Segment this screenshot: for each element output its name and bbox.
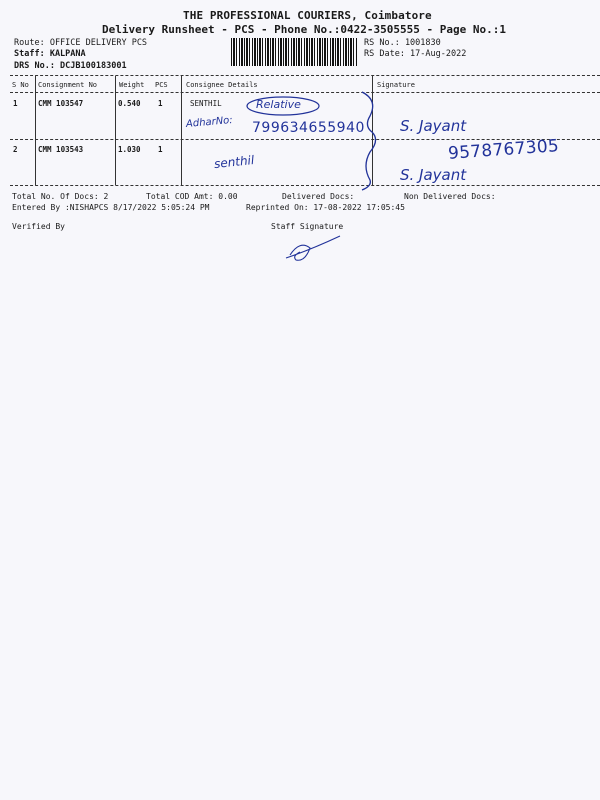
staff-text: Staff: KALPANA [14,49,86,59]
handwritten-signature: S. Jayant [400,166,467,184]
col-header-sno: S No [12,81,29,89]
staff-signature-stroke [286,236,340,260]
col-header-consignment: Consignment No [38,81,98,89]
col-divider [372,76,373,185]
rs-number: RS No.: 1001830 [364,38,441,48]
route-text: Route: OFFICE DELIVERY PCS [14,38,148,48]
entered-by: Entered By :NISHAPCS 8/17/2022 5:05:24 PM [12,203,210,212]
non-delivered-docs: Non Delivered Docs: [404,192,496,201]
handwritten-aadhar-label: AdharNo: [185,114,234,131]
handwritten-relative: Relative [256,98,301,111]
row-weight: 0.540 [118,99,141,108]
runsheet-subtitle: Delivery Runsheet - PCS - Phone No.:0422-3505555 - Page No.:1 [102,23,506,36]
total-cod-amount: Total COD Amt: 0.00 [146,192,238,201]
handwritten-signature: S. Jayant [400,117,467,135]
staff-signature-label: Staff Signature [271,222,344,231]
col-divider [181,76,182,185]
row-sno: 2 [13,145,18,154]
row-pcs: 1 [158,145,163,154]
table-bottom-rule [10,185,600,186]
handwritten-aadhar-number: 799634655940 [252,120,365,136]
col-header-pcs: PCS [155,81,168,89]
rs-date: RS Date: 17-Aug-2022 [364,49,467,59]
col-header-weight: Weight [119,81,145,89]
bracket-stroke [362,92,376,190]
header-rule [10,92,600,93]
col-header-signature: Signature [377,81,415,89]
row-pcs: 1 [158,99,163,108]
handwritten-name: senthil [213,152,255,172]
reprinted-on: Reprinted On: 17-08-2022 17:05:45 [246,203,405,212]
drs-number: DRS No.: DCJB100183001 [14,61,127,71]
row-consignment: CMM 103543 [38,145,84,154]
row-weight: 1.030 [118,145,141,154]
col-divider [115,76,116,185]
col-divider [35,76,36,185]
handwritten-phone: 9578767305 [447,136,560,164]
table-top-rule [10,75,600,76]
company-title: THE PROFESSIONAL COURIERS, Coimbatore [183,9,432,22]
col-header-consignee: Consignee Details [186,81,258,89]
total-docs: Total No. Of Docs: 2 [12,192,109,201]
barcode [231,38,357,66]
row-consignment: CMM 103547 [38,99,84,108]
verified-by-label: Verified By [12,222,65,231]
delivered-docs: Delivered Docs: [282,192,355,201]
row-consignee: SENTHIL [190,99,222,108]
row-sno: 1 [13,99,18,108]
